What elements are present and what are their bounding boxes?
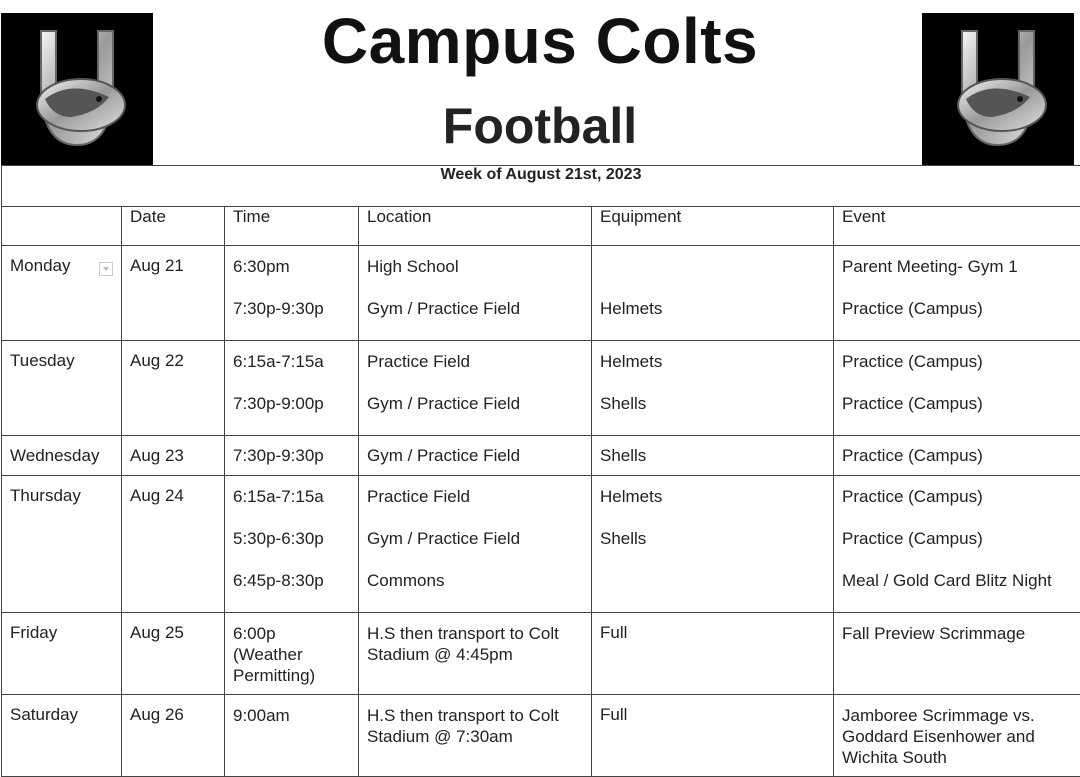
date-cell: Aug 22 [122,341,225,436]
location-cell: Commons [367,570,583,591]
location-cell: Stadium @ 4:45pm [367,644,583,665]
column-header-location: Location [359,207,592,246]
page-subtitle: Football [0,96,1080,156]
time-cell: 6:30pm [233,256,350,277]
event-cell: Practice (Campus) [842,351,1072,372]
event-cell: Jamboree Scrimmage vs. [842,705,1072,726]
event-cell: Practice (Campus) [834,436,1080,476]
day-cell: Wednesday [2,436,122,476]
equipment-cell: Helmets [600,486,825,507]
event-cell: Fall Preview Scrimmage [842,623,1072,644]
event-cell: Meal / Gold Card Blitz Night [842,570,1072,591]
table-row-thursday [2,476,1080,613]
column-header-row [2,207,1080,246]
column-header-time: Time [225,207,359,246]
equipment-cell [600,256,825,277]
table-row-wednesday [2,436,1080,476]
column-header-equipment: Equipment [592,207,834,246]
page-header [0,0,1080,165]
column-header-event: Event [834,207,1080,246]
event-cell: Practice (Campus) [842,298,1072,319]
table-row-friday [2,613,1080,695]
time-cell: 6:00p [233,623,350,644]
day-cell: Monday [10,256,70,275]
location-cell: Gym / Practice Field [367,298,583,319]
date-cell: Aug 24 [122,476,225,613]
location-cell: Practice Field [367,486,583,507]
location-cell: H.S then transport to Colt [367,623,583,644]
table-row-monday [2,246,1080,341]
time-cell: 7:30p-9:30p [225,436,359,476]
table-row-tuesday [2,341,1080,436]
equipment-cell: Helmets [600,298,825,319]
day-cell: Thursday [2,476,122,613]
dropdown-arrow-icon[interactable] [99,262,113,276]
time-cell: 6:15a-7:15a [233,351,350,372]
page-title: Campus Colts [0,4,1080,78]
date-cell: Aug 26 [122,695,225,777]
day-cell: Friday [2,613,122,695]
time-cell: 7:30p-9:00p [233,393,350,414]
event-cell: Practice (Campus) [842,393,1072,414]
location-cell: Practice Field [367,351,583,372]
date-cell: Aug 25 [122,613,225,695]
week-heading: Week of August 21st, 2023 [2,166,1080,207]
event-cell: Practice (Campus) [842,528,1072,549]
event-cell: Practice (Campus) [842,486,1072,507]
equipment-cell: Helmets [600,351,825,372]
day-cell: Tuesday [2,341,122,436]
time-cell: 5:30p-6:30p [233,528,350,549]
equipment-cell: Full [592,613,834,695]
equipment-cell: Full [592,695,834,777]
location-cell: H.S then transport to Colt [367,705,583,726]
location-cell: Gym / Practice Field [359,436,592,476]
equipment-cell: Shells [600,528,825,549]
event-cell: Goddard Eisenhower and [842,726,1072,747]
equipment-cell [600,570,825,591]
time-cell: (Weather [233,644,350,665]
equipment-cell: Shells [592,436,834,476]
time-cell: 6:45p-8:30p [233,570,350,591]
location-cell: Gym / Practice Field [367,393,583,414]
table-row-saturday [2,695,1080,777]
event-cell: Parent Meeting- Gym 1 [842,256,1072,277]
event-cell: Wichita South [842,747,1072,768]
day-cell: Saturday [2,695,122,777]
location-cell: Gym / Practice Field [367,528,583,549]
location-cell: High School [367,256,583,277]
schedule-table [1,165,1080,777]
week-row [2,166,1080,207]
location-cell: Stadium @ 7:30am [367,726,583,747]
time-cell: 7:30p-9:30p [233,298,350,319]
column-header-day [2,207,122,246]
time-cell: 6:15a-7:15a [233,486,350,507]
date-cell: Aug 21 [122,246,225,341]
time-cell: Permitting) [233,665,350,686]
column-header-date: Date [122,207,225,246]
equipment-cell: Shells [600,393,825,414]
time-cell: 9:00am [233,705,350,726]
date-cell: Aug 23 [122,436,225,476]
